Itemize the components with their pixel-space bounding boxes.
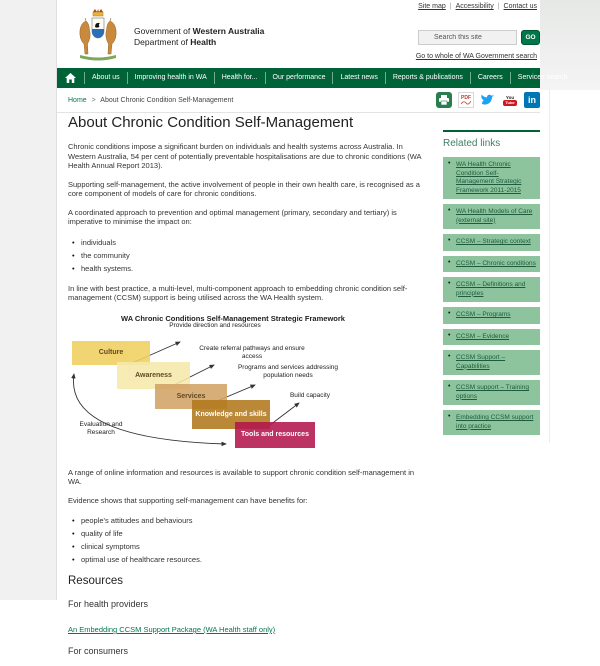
site-map-link[interactable]: Site map bbox=[418, 3, 446, 10]
related-link-item[interactable] bbox=[443, 204, 540, 229]
related-link-capabilities[interactable]: • CCSM Support – Capabilities bbox=[456, 354, 506, 370]
for-health-providers-heading: For health providers bbox=[68, 599, 149, 609]
crown-icon bbox=[93, 9, 103, 16]
related-link-item[interactable] bbox=[443, 277, 540, 302]
related-link-evidence[interactable]: • CCSM – Evidence bbox=[456, 332, 510, 340]
print-icon[interactable] bbox=[436, 92, 452, 108]
utility-links bbox=[418, 3, 537, 10]
pdf-label: PDF bbox=[461, 95, 471, 101]
diagram-label-evaluation-research: Evaluation and Research bbox=[79, 420, 123, 436]
breadcrumb-bar bbox=[57, 88, 540, 113]
gov-of-text: Government of bbox=[134, 26, 193, 36]
self-management-paragraph: Supporting self-management, the active involvement of people in their own health care, is recognised as a core component of models of care for chronic conditions. bbox=[68, 179, 420, 198]
sidebar-right-border bbox=[549, 90, 550, 443]
linkedin-icon[interactable] bbox=[524, 92, 540, 108]
search-input[interactable] bbox=[418, 30, 517, 45]
list-item: • people's attitudes and behaviours bbox=[72, 514, 426, 527]
online-resources-paragraph: A range of online information and resources is available to support chronic condition self-management in WA. bbox=[68, 467, 415, 486]
related-links-sidebar bbox=[443, 130, 540, 440]
impact-list bbox=[72, 236, 426, 275]
diagram-label-programs-services: Programs and services addressing population needs bbox=[237, 363, 339, 379]
nav-latest-news[interactable]: Latest news bbox=[332, 72, 384, 84]
primary-navigation bbox=[57, 68, 568, 88]
ccsm-support-package-link[interactable]: An Embedding CCSM Support Package (WA Health staff only) bbox=[68, 625, 276, 634]
related-link-strategic-context[interactable]: • CCSM – Strategic context bbox=[456, 238, 531, 245]
coordinated-approach-paragraph: A coordinated approach to prevention and optimal management (primary, secondary and tertiary) is imperative to minimise the impact on: bbox=[68, 207, 397, 226]
page-title: About Chronic Condition Self-Management bbox=[68, 114, 354, 131]
breadcrumb-current: About Chronic Condition Self-Management bbox=[100, 97, 234, 104]
list-item: • the community bbox=[72, 249, 426, 262]
related-link-item[interactable] bbox=[443, 157, 540, 199]
related-link-chronic-conditions[interactable]: • CCSM – Chronic conditions bbox=[456, 259, 536, 267]
twitter-icon[interactable] bbox=[480, 92, 496, 108]
step-label: Awareness bbox=[135, 371, 172, 379]
search-go-button[interactable]: GO bbox=[521, 30, 540, 45]
accessibility-link[interactable]: Accessibility bbox=[455, 3, 494, 10]
related-link-item[interactable] bbox=[443, 410, 540, 435]
resources-heading: Resources bbox=[68, 575, 123, 587]
list-item: • quality of life bbox=[72, 527, 426, 540]
step-label: Culture bbox=[98, 349, 124, 356]
list-item: • health systems. bbox=[72, 262, 426, 275]
related-link-models-of-care[interactable]: • WA Health Models of Care (external site) bbox=[456, 208, 533, 224]
nav-home[interactable] bbox=[57, 72, 84, 84]
list-item: • optimal use of healthcare resources. bbox=[72, 553, 426, 566]
related-link-item[interactable] bbox=[443, 350, 540, 375]
related-link-strategic-framework[interactable]: • WA Health Chronic Condition Self-Management Strategic Framework 2011-2015 bbox=[456, 161, 522, 194]
breadcrumb-separator: > bbox=[91, 97, 96, 104]
youtube-tube-label: Tube bbox=[505, 99, 515, 105]
youtube-icon[interactable] bbox=[502, 92, 518, 108]
related-link-embedding-support[interactable]: • Embedding CCSM support into practice bbox=[456, 414, 534, 430]
nav-about-us[interactable]: About us bbox=[84, 72, 127, 84]
nav-improving-health[interactable]: Improving health in WA bbox=[127, 72, 214, 84]
related-link-item[interactable] bbox=[443, 234, 540, 251]
breadcrumb-home-link[interactable]: Home bbox=[68, 97, 87, 104]
for-consumers-heading: For consumers bbox=[68, 646, 129, 656]
benefits-list bbox=[72, 514, 426, 566]
intro-paragraph: Chronic conditions impose a significant burden on individuals and health systems across Australia. In Western Australia, 54 per cent of potentially preventable hospitalisations are due to chronic conditions (WA Health Annual Report 2013). bbox=[68, 142, 422, 170]
nav-health-for[interactable]: Health for... bbox=[214, 72, 265, 84]
nav-reports-publications[interactable]: Reports & publications bbox=[385, 72, 470, 84]
breadcrumb bbox=[68, 97, 233, 104]
wa-coat-of-arms-logo bbox=[70, 9, 126, 68]
related-link-item[interactable] bbox=[443, 256, 540, 273]
sidebar-top-border bbox=[443, 130, 540, 132]
pdf-icon[interactable] bbox=[458, 92, 474, 108]
step-label: Knowledge and skills bbox=[195, 410, 267, 418]
list-item: • clinical symptoms bbox=[72, 540, 426, 553]
government-wordmark bbox=[134, 26, 264, 48]
diagram-step-tools-and-resources bbox=[235, 422, 315, 448]
best-practice-paragraph: In line with best practice, a multi-level, multi-component approach to embedding chronic condition self-management (CCSM) support is being utilised across the WA Health system. bbox=[68, 283, 408, 302]
nav-services-search[interactable]: Services search bbox=[510, 72, 575, 84]
diagram-label-build-capacity: Build capacity bbox=[289, 391, 331, 399]
page-left-gutter bbox=[0, 0, 57, 600]
health-text: Health bbox=[190, 37, 217, 47]
nav-careers[interactable]: Careers bbox=[470, 72, 510, 84]
step-label: Tools and resources bbox=[241, 431, 309, 438]
strategic-framework-diagram bbox=[68, 312, 426, 462]
related-link-programs[interactable]: • CCSM – Programs bbox=[456, 311, 511, 318]
linkedin-label: in bbox=[528, 95, 536, 105]
diagram-label-provide-direction: Provide direction and resources bbox=[169, 321, 261, 329]
social-share-icons bbox=[436, 92, 540, 108]
diagram-label-referral-pathways: Create referral pathways and ensure access bbox=[199, 344, 305, 360]
contact-us-link[interactable]: Contact us bbox=[503, 3, 537, 10]
diagram-title: WA Chronic Conditions Self-Management Strategic Framework bbox=[121, 313, 345, 323]
related-link-training-options[interactable]: • CCSM support – Training options bbox=[456, 384, 529, 400]
list-item: • individuals bbox=[72, 236, 426, 249]
wa-government-search-link[interactable]: Go to whole of WA Government search bbox=[415, 53, 537, 60]
evidence-paragraph: Evidence shows that supporting self-management can have benefits for: bbox=[68, 495, 308, 505]
step-label: Services bbox=[176, 392, 206, 400]
related-link-definitions-principles[interactable]: • CCSM – Definitions and principles bbox=[456, 281, 526, 297]
nav-our-performance[interactable]: Our performance bbox=[265, 72, 333, 84]
western-australia-text: Western Australia bbox=[192, 26, 265, 36]
home-icon bbox=[65, 73, 76, 83]
main-content bbox=[68, 114, 426, 666]
related-link-item[interactable] bbox=[443, 307, 540, 324]
related-link-item[interactable] bbox=[443, 329, 540, 346]
divider: | bbox=[497, 3, 500, 10]
department-of-text: Department of bbox=[134, 37, 191, 47]
related-links-heading: Related links bbox=[443, 138, 501, 149]
divider: | bbox=[449, 3, 452, 10]
related-link-item[interactable] bbox=[443, 380, 540, 405]
youtube-you-label: You bbox=[505, 94, 515, 100]
